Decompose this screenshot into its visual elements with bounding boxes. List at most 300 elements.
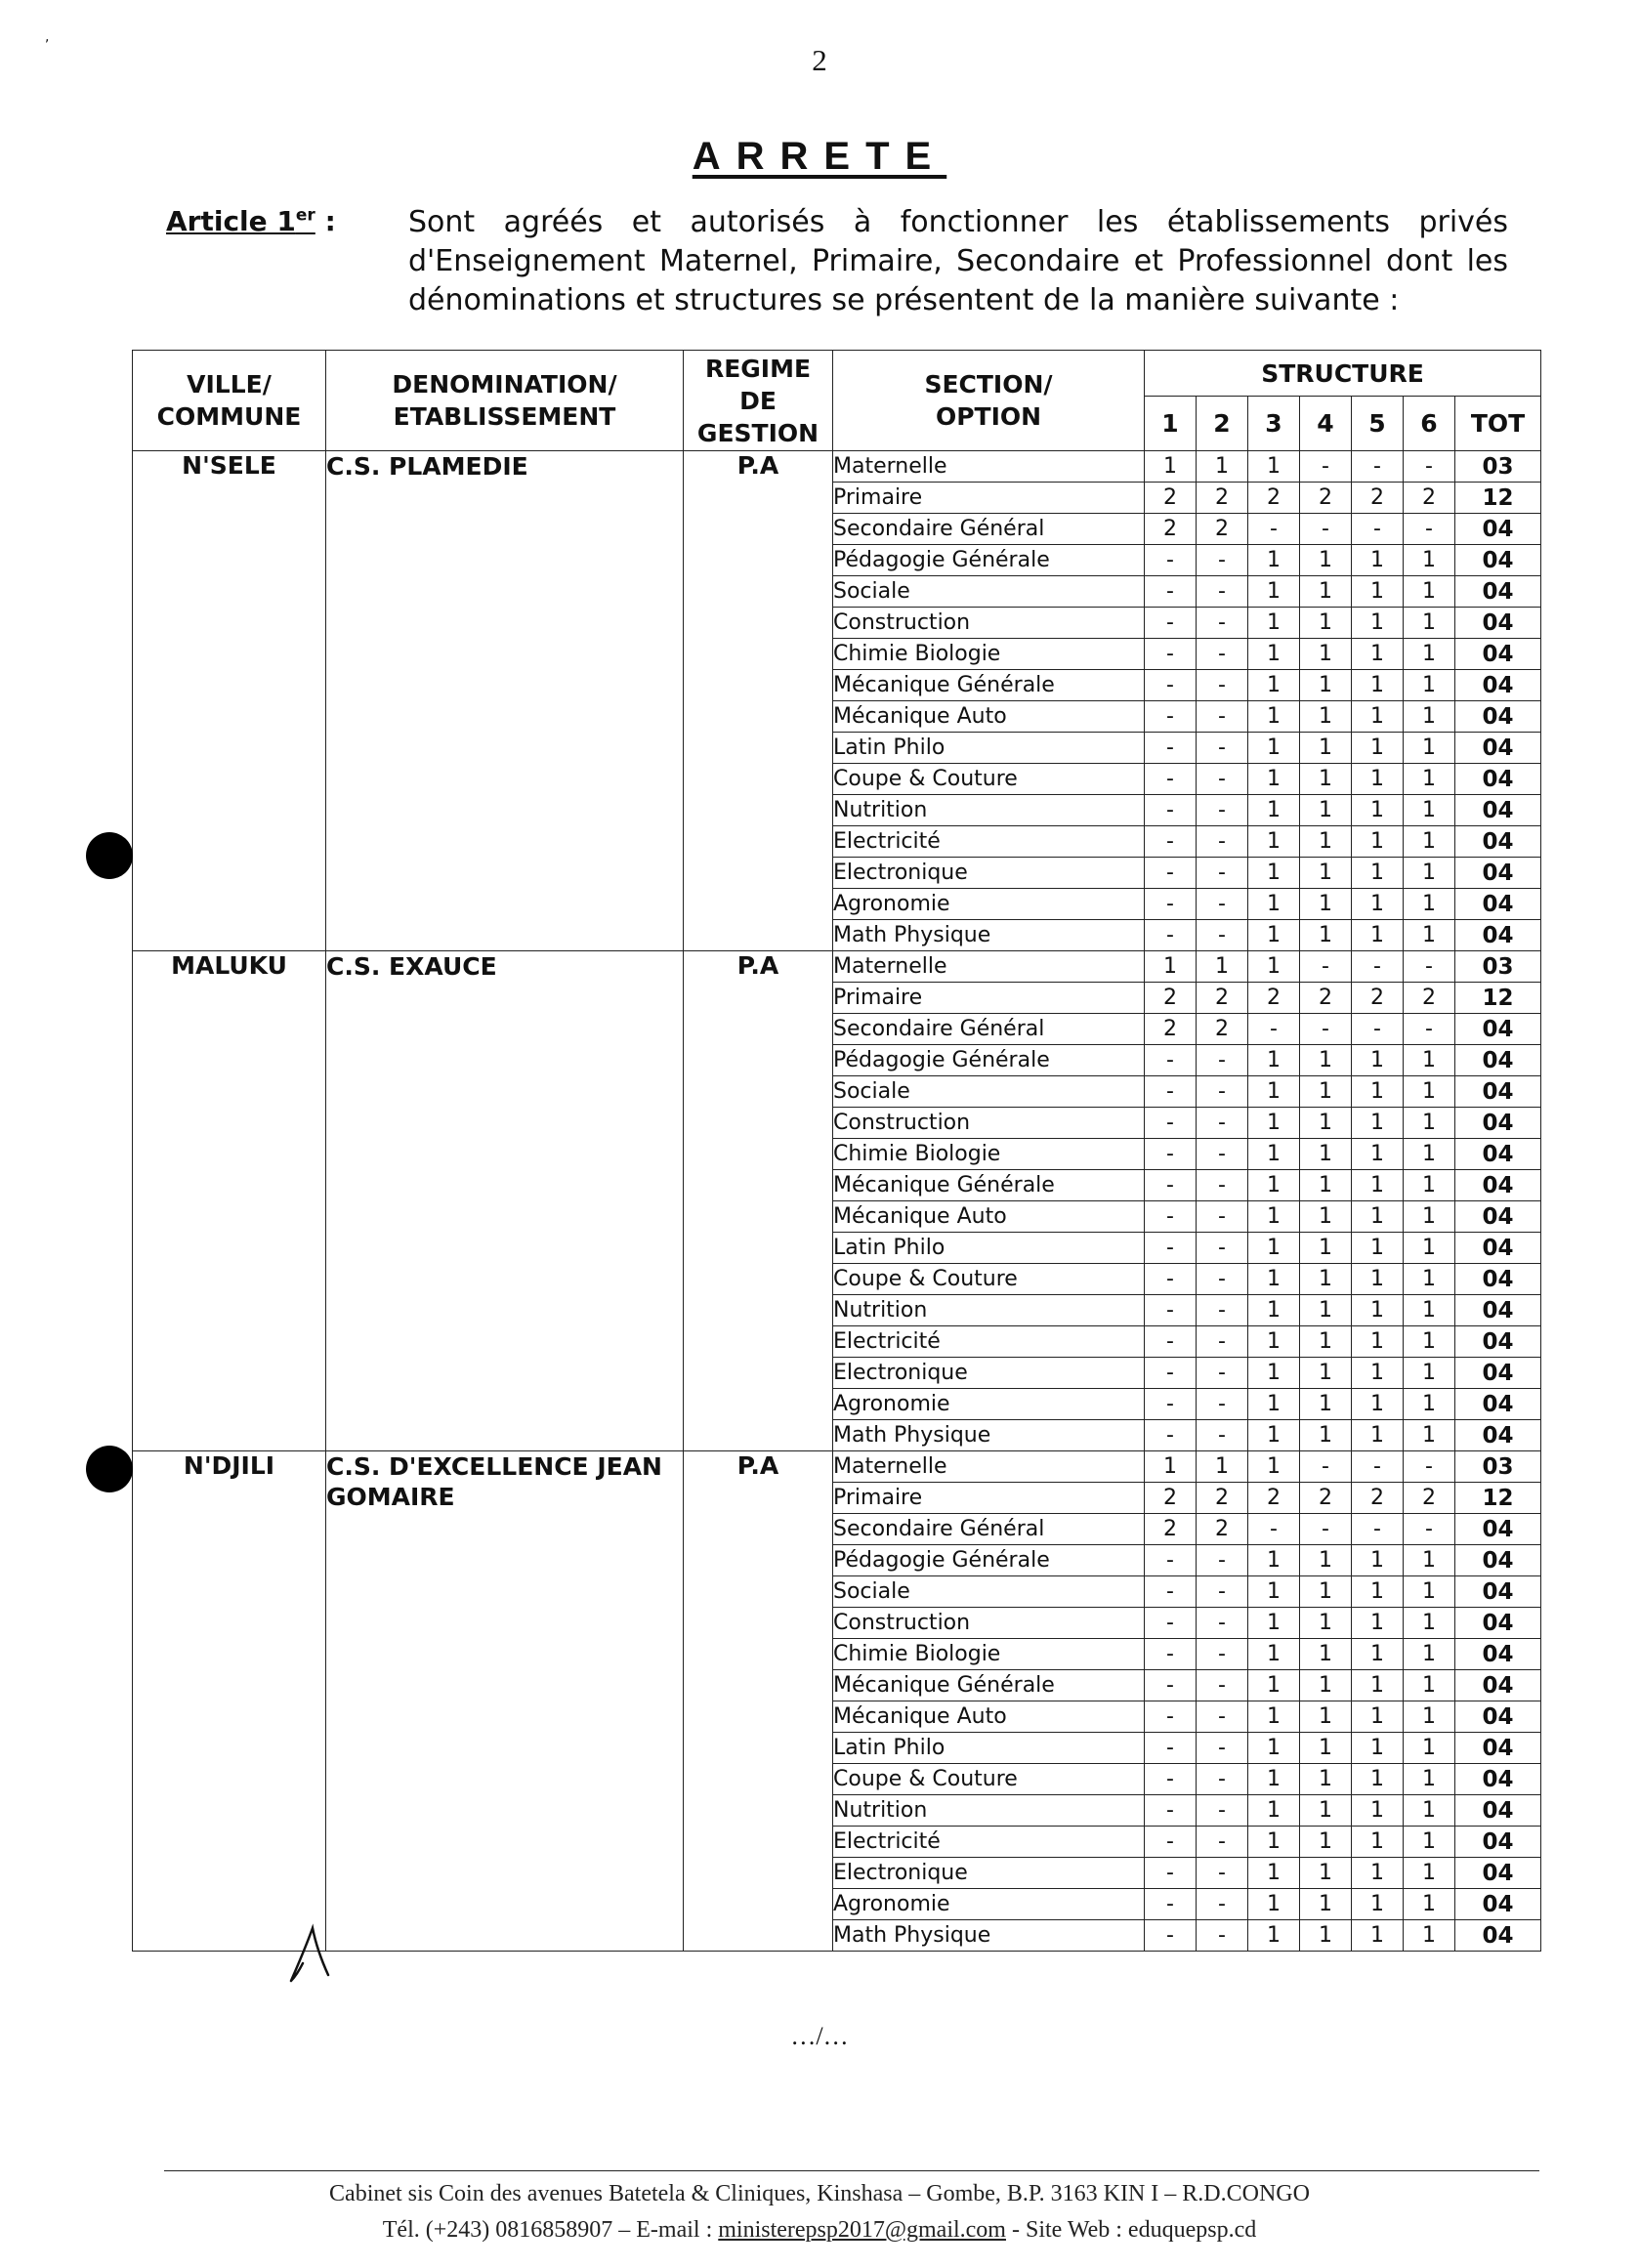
structure-cell-3: 1 (1248, 889, 1300, 920)
structure-cell-6: 1 (1404, 1420, 1455, 1451)
structure-cell-5: 1 (1352, 608, 1404, 639)
structure-cell-6: 1 (1404, 1170, 1455, 1201)
structure-cell-2: - (1197, 1264, 1248, 1295)
structure-cell-6: 1 (1404, 1326, 1455, 1358)
structure-cell-5: 1 (1352, 1733, 1404, 1764)
structure-cell-5: - (1352, 951, 1404, 983)
section-cell: Math Physique (833, 920, 1145, 951)
section-cell: Coupe & Couture (833, 1264, 1145, 1295)
structure-cell-3: 1 (1248, 1326, 1300, 1358)
structure-cell-3: 1 (1248, 1170, 1300, 1201)
structure-cell-1: - (1145, 1795, 1197, 1827)
structure-cell-4: 1 (1300, 920, 1352, 951)
structure-cell-6: 2 (1404, 1483, 1455, 1514)
structure-cell-4: 1 (1300, 670, 1352, 701)
structure-cell-2: - (1197, 1139, 1248, 1170)
structure-cell-3: 1 (1248, 1451, 1300, 1483)
structure-cell-1: 1 (1145, 1451, 1197, 1483)
total-cell: 04 (1455, 1920, 1541, 1952)
total-cell: 04 (1455, 889, 1541, 920)
section-cell: Pédagogie Générale (833, 545, 1145, 576)
structure-cell-1: - (1145, 1264, 1197, 1295)
structure-cell-3: 1 (1248, 1358, 1300, 1389)
total-cell: 04 (1455, 920, 1541, 951)
structure-cell-3: 1 (1248, 1701, 1300, 1733)
page-title: ARRETE (692, 135, 947, 178)
structure-cell-1: - (1145, 1420, 1197, 1451)
total-cell: 04 (1455, 826, 1541, 858)
structure-cell-3: 1 (1248, 576, 1300, 608)
footer-email-link[interactable]: ministerepsp2017@gmail.com (718, 2217, 1006, 2243)
structure-cell-5: - (1352, 1514, 1404, 1545)
structure-cell-2: - (1197, 733, 1248, 764)
structure-cell-6: 1 (1404, 1701, 1455, 1733)
structure-cell-5: 1 (1352, 1670, 1404, 1701)
structure-cell-2: - (1197, 920, 1248, 951)
structure-cell-4: 1 (1300, 1889, 1352, 1920)
structure-cell-5: - (1352, 514, 1404, 545)
section-cell: Coupe & Couture (833, 1764, 1145, 1795)
structure-cell-2: - (1197, 545, 1248, 576)
ville-cell: N'DJILI (133, 1451, 326, 1952)
structure-cell-2: - (1197, 1108, 1248, 1139)
article-label-superscript: er (295, 205, 315, 226)
section-cell: Electronique (833, 1358, 1145, 1389)
structure-cell-6: - (1404, 1014, 1455, 1045)
structure-cell-1: - (1145, 1920, 1197, 1952)
structure-cell-5: 2 (1352, 1483, 1404, 1514)
structure-cell-4: 1 (1300, 1170, 1352, 1201)
structure-cell-3: 1 (1248, 920, 1300, 951)
denomination-cell: C.S. PLAMEDIE (326, 451, 684, 951)
structure-cell-2: - (1197, 1920, 1248, 1952)
structure-cell-6: 1 (1404, 1545, 1455, 1576)
structure-cell-1: - (1145, 670, 1197, 701)
total-cell: 04 (1455, 764, 1541, 795)
total-cell: 04 (1455, 1514, 1541, 1545)
structure-cell-1: 2 (1145, 1483, 1197, 1514)
structure-cell-6: 1 (1404, 1670, 1455, 1701)
structure-cell-1: - (1145, 1858, 1197, 1889)
structure-cell-4: 1 (1300, 795, 1352, 826)
structure-cell-6: 1 (1404, 1295, 1455, 1326)
structure-cell-1: 2 (1145, 514, 1197, 545)
header-col-6: 6 (1404, 397, 1455, 451)
structure-cell-3: 1 (1248, 858, 1300, 889)
total-cell: 04 (1455, 545, 1541, 576)
structure-cell-2: - (1197, 1889, 1248, 1920)
structure-cell-4: 1 (1300, 826, 1352, 858)
structure-cell-5: 2 (1352, 983, 1404, 1014)
structure-cell-1: - (1145, 1576, 1197, 1608)
total-cell: 12 (1455, 1483, 1541, 1514)
structure-cell-3: 1 (1248, 1858, 1300, 1889)
structure-cell-6: 1 (1404, 576, 1455, 608)
structure-cell-1: - (1145, 920, 1197, 951)
structure-cell-4: 1 (1300, 1795, 1352, 1827)
structure-cell-5: 1 (1352, 1858, 1404, 1889)
structure-cell-5: 1 (1352, 1827, 1404, 1858)
structure-cell-4: - (1300, 1014, 1352, 1045)
total-cell: 12 (1455, 483, 1541, 514)
total-cell: 04 (1455, 1701, 1541, 1733)
structure-cell-3: 2 (1248, 483, 1300, 514)
structure-cell-2: - (1197, 1389, 1248, 1420)
structure-cell-5: 1 (1352, 1764, 1404, 1795)
total-cell: 04 (1455, 1889, 1541, 1920)
structure-cell-3: 1 (1248, 795, 1300, 826)
structure-cell-5: 1 (1352, 1045, 1404, 1076)
structure-cell-2: - (1197, 1170, 1248, 1201)
structure-cell-2: - (1197, 1045, 1248, 1076)
structure-cell-6: 1 (1404, 858, 1455, 889)
structure-cell-3: 1 (1248, 1608, 1300, 1639)
structure-cell-2: 2 (1197, 483, 1248, 514)
total-cell: 04 (1455, 576, 1541, 608)
structure-cell-3: 1 (1248, 1201, 1300, 1233)
total-cell: 04 (1455, 1795, 1541, 1827)
section-cell: Mécanique Générale (833, 1170, 1145, 1201)
structure-cell-2: - (1197, 858, 1248, 889)
structure-cell-1: - (1145, 576, 1197, 608)
total-cell: 04 (1455, 1233, 1541, 1264)
structure-cell-5: 1 (1352, 1576, 1404, 1608)
structure-cell-6: 1 (1404, 1795, 1455, 1827)
section-cell: Agronomie (833, 889, 1145, 920)
total-cell: 04 (1455, 1139, 1541, 1170)
structure-cell-4: 1 (1300, 733, 1352, 764)
structure-cell-6: 1 (1404, 1076, 1455, 1108)
total-cell: 04 (1455, 1608, 1541, 1639)
article-label-text: Article 1 (166, 205, 296, 237)
structure-cell-3: 1 (1248, 1639, 1300, 1670)
total-cell: 04 (1455, 1733, 1541, 1764)
section-cell: Secondaire Général (833, 1514, 1145, 1545)
structure-cell-4: 1 (1300, 764, 1352, 795)
structure-cell-4: 1 (1300, 1420, 1352, 1451)
header-ville-line2: COMMUNE (156, 402, 302, 431)
total-cell: 04 (1455, 1045, 1541, 1076)
total-cell: 04 (1455, 1670, 1541, 1701)
structure-cell-6: 1 (1404, 1608, 1455, 1639)
structure-cell-3: 1 (1248, 1920, 1300, 1952)
structure-cell-4: 1 (1300, 889, 1352, 920)
structure-cell-5: 1 (1352, 889, 1404, 920)
structure-cell-1: - (1145, 1827, 1197, 1858)
header-regime-line3: GESTION (696, 418, 820, 447)
structure-cell-5: 1 (1352, 670, 1404, 701)
structure-cell-2: - (1197, 670, 1248, 701)
total-cell: 04 (1455, 1326, 1541, 1358)
structure-cell-6: - (1404, 514, 1455, 545)
structure-cell-5: - (1352, 1451, 1404, 1483)
structure-cell-2: - (1197, 1764, 1248, 1795)
structure-cell-4: 1 (1300, 1639, 1352, 1670)
structure-cell-6: 1 (1404, 1889, 1455, 1920)
structure-cell-3: 1 (1248, 1076, 1300, 1108)
structure-cell-3: 1 (1248, 764, 1300, 795)
structure-cell-2: - (1197, 1670, 1248, 1701)
structure-cell-2: - (1197, 639, 1248, 670)
structure-cell-6: 1 (1404, 1045, 1455, 1076)
section-cell: Primaire (833, 1483, 1145, 1514)
section-cell: Primaire (833, 483, 1145, 514)
total-cell: 04 (1455, 1170, 1541, 1201)
structure-cell-4: 1 (1300, 1139, 1352, 1170)
section-cell: Math Physique (833, 1420, 1145, 1451)
structure-cell-1: - (1145, 1139, 1197, 1170)
ville-cell: MALUKU (133, 951, 326, 1451)
total-cell: 04 (1455, 1264, 1541, 1295)
structure-cell-2: - (1197, 1420, 1248, 1451)
total-cell: 03 (1455, 451, 1541, 483)
header-section (833, 351, 1145, 451)
header-col-tot: TOT (1455, 397, 1541, 451)
section-cell: Sociale (833, 576, 1145, 608)
structure-cell-5: 1 (1352, 1170, 1404, 1201)
structure-cell-2: - (1197, 1201, 1248, 1233)
structure-cell-4: 1 (1300, 1576, 1352, 1608)
footer-phone: Tél. (+243) 0816858907 – E-mail : (382, 2217, 719, 2243)
section-cell: Electronique (833, 858, 1145, 889)
structure-cell-4: 1 (1300, 576, 1352, 608)
structure-cell-2: - (1197, 764, 1248, 795)
structure-cell-6: 1 (1404, 608, 1455, 639)
structure-cell-5: 1 (1352, 1420, 1404, 1451)
header-regime-line1: REGIME (704, 354, 812, 383)
structure-cell-2: - (1197, 1701, 1248, 1733)
structure-cell-3: 1 (1248, 1576, 1300, 1608)
footer-divider (164, 2170, 1539, 2171)
structure-cell-6: 1 (1404, 826, 1455, 858)
structure-cell-1: - (1145, 1608, 1197, 1639)
table-row (133, 451, 1541, 483)
section-cell: Sociale (833, 1576, 1145, 1608)
structures-table (132, 350, 1541, 1952)
structure-cell-2: 2 (1197, 514, 1248, 545)
denomination-cell: C.S. D'EXCELLENCE JEAN GOMAIRE (326, 1451, 684, 1952)
structure-cell-2: - (1197, 1795, 1248, 1827)
section-cell: Secondaire Général (833, 514, 1145, 545)
structure-cell-5: 1 (1352, 639, 1404, 670)
regime-cell: P.A (684, 951, 833, 1451)
structure-cell-4: 1 (1300, 1108, 1352, 1139)
section-cell: Electronique (833, 1858, 1145, 1889)
header-denomination (326, 351, 684, 451)
header-col-5: 5 (1352, 397, 1404, 451)
structure-cell-1: - (1145, 764, 1197, 795)
structure-cell-3: 1 (1248, 1733, 1300, 1764)
structure-cell-4: 1 (1300, 1295, 1352, 1326)
structure-cell-2: 1 (1197, 451, 1248, 483)
structure-cell-6: 1 (1404, 1233, 1455, 1264)
footer-website: - Site Web : eduquepsp.cd (1005, 2217, 1257, 2243)
structure-cell-5: - (1352, 451, 1404, 483)
section-cell: Maternelle (833, 951, 1145, 983)
structure-cell-6: 1 (1404, 1827, 1455, 1858)
structure-cell-5: 1 (1352, 701, 1404, 733)
table-body (133, 451, 1541, 1952)
structure-cell-6: - (1404, 1451, 1455, 1483)
section-cell: Electricité (833, 1827, 1145, 1858)
header-regime-line2: DE (739, 386, 777, 415)
structure-cell-5: 1 (1352, 920, 1404, 951)
structure-cell-6: 1 (1404, 889, 1455, 920)
header-col-4: 4 (1300, 397, 1352, 451)
section-cell: Chimie Biologie (833, 1139, 1145, 1170)
structure-cell-4: 1 (1300, 1733, 1352, 1764)
structure-cell-5: 1 (1352, 795, 1404, 826)
section-cell: Maternelle (833, 1451, 1145, 1483)
structure-cell-6: 1 (1404, 764, 1455, 795)
structure-cell-3: 1 (1248, 670, 1300, 701)
total-cell: 04 (1455, 1545, 1541, 1576)
structure-cell-4: 1 (1300, 1858, 1352, 1889)
structure-cell-4: 1 (1300, 1326, 1352, 1358)
structure-cell-3: 1 (1248, 639, 1300, 670)
total-cell: 04 (1455, 1576, 1541, 1608)
structure-cell-5: 1 (1352, 545, 1404, 576)
structure-cell-5: 1 (1352, 1701, 1404, 1733)
structure-cell-6: 1 (1404, 545, 1455, 576)
structure-cell-1: 2 (1145, 1514, 1197, 1545)
structure-cell-1: - (1145, 1889, 1197, 1920)
structure-cell-4: 1 (1300, 1076, 1352, 1108)
section-cell: Electricité (833, 826, 1145, 858)
structure-cell-4: 1 (1300, 1389, 1352, 1420)
structure-cell-5: 1 (1352, 1076, 1404, 1108)
structure-cell-3: 1 (1248, 951, 1300, 983)
total-cell: 04 (1455, 701, 1541, 733)
structure-cell-4: 1 (1300, 1701, 1352, 1733)
header-regime (684, 351, 833, 451)
section-cell: Latin Philo (833, 1733, 1145, 1764)
article-label (166, 205, 336, 237)
continued-marker: …/… (790, 2022, 849, 2050)
structure-cell-2: 2 (1197, 1514, 1248, 1545)
structure-cell-5: 1 (1352, 576, 1404, 608)
section-cell: Construction (833, 1108, 1145, 1139)
structure-cell-1: 1 (1145, 951, 1197, 983)
structure-cell-3: 1 (1248, 1670, 1300, 1701)
structure-cell-1: - (1145, 545, 1197, 576)
structure-cell-3: 1 (1248, 451, 1300, 483)
structure-cell-3: 1 (1248, 1233, 1300, 1264)
structure-cell-5: 1 (1352, 1608, 1404, 1639)
structure-cell-4: 1 (1300, 1045, 1352, 1076)
structure-cell-1: - (1145, 1233, 1197, 1264)
structure-cell-1: - (1145, 1108, 1197, 1139)
total-cell: 04 (1455, 1295, 1541, 1326)
article-label-colon: : (324, 205, 336, 237)
structure-cell-4: 1 (1300, 545, 1352, 576)
total-cell: 04 (1455, 1201, 1541, 1233)
structure-cell-5: 1 (1352, 826, 1404, 858)
structure-cell-2: - (1197, 1733, 1248, 1764)
total-cell: 04 (1455, 670, 1541, 701)
structure-cell-6: 1 (1404, 733, 1455, 764)
header-col-2: 2 (1197, 397, 1248, 451)
structure-cell-4: 1 (1300, 701, 1352, 733)
structure-cell-4: 1 (1300, 608, 1352, 639)
structure-cell-2: - (1197, 1827, 1248, 1858)
structure-cell-3: 1 (1248, 1045, 1300, 1076)
structure-cell-1: - (1145, 795, 1197, 826)
structure-cell-5: 1 (1352, 1295, 1404, 1326)
signature-mark (283, 1920, 342, 1989)
structure-cell-1: - (1145, 1170, 1197, 1201)
structure-cell-4: 2 (1300, 983, 1352, 1014)
section-cell: Pédagogie Générale (833, 1045, 1145, 1076)
structure-cell-4: 1 (1300, 1827, 1352, 1858)
structure-cell-3: 1 (1248, 1420, 1300, 1451)
structure-cell-6: 1 (1404, 701, 1455, 733)
structure-cell-3: 1 (1248, 545, 1300, 576)
section-cell: Nutrition (833, 795, 1145, 826)
structure-cell-6: 1 (1404, 639, 1455, 670)
structure-cell-1: - (1145, 1733, 1197, 1764)
structure-cell-5: 1 (1352, 1108, 1404, 1139)
punch-hole-dot (86, 1446, 133, 1492)
total-cell: 04 (1455, 1076, 1541, 1108)
structure-cell-2: - (1197, 795, 1248, 826)
structure-cell-2: - (1197, 1076, 1248, 1108)
section-cell: Nutrition (833, 1295, 1145, 1326)
structure-cell-4: 1 (1300, 1764, 1352, 1795)
structure-cell-3: 1 (1248, 1545, 1300, 1576)
section-cell: Chimie Biologie (833, 639, 1145, 670)
structure-cell-6: - (1404, 951, 1455, 983)
structure-cell-3: 1 (1248, 1889, 1300, 1920)
structure-cell-4: - (1300, 514, 1352, 545)
regime-cell: P.A (684, 1451, 833, 1952)
structure-cell-1: - (1145, 733, 1197, 764)
structure-cell-4: 1 (1300, 1920, 1352, 1952)
structure-cell-6: 1 (1404, 1201, 1455, 1233)
structure-cell-1: - (1145, 1545, 1197, 1576)
structure-cell-3: 1 (1248, 733, 1300, 764)
total-cell: 04 (1455, 1014, 1541, 1045)
structure-cell-2: - (1197, 576, 1248, 608)
total-cell: 04 (1455, 858, 1541, 889)
structure-cell-3: 1 (1248, 1795, 1300, 1827)
structure-cell-6: 1 (1404, 1139, 1455, 1170)
structure-cell-1: - (1145, 1389, 1197, 1420)
structure-cell-6: 1 (1404, 1264, 1455, 1295)
structure-cell-5: - (1352, 1014, 1404, 1045)
structure-cell-3: 1 (1248, 1295, 1300, 1326)
structure-cell-3: 2 (1248, 1483, 1300, 1514)
header-col-3: 3 (1248, 397, 1300, 451)
page-number: 2 (812, 43, 827, 77)
structure-cell-2: 1 (1197, 1451, 1248, 1483)
table-row (133, 951, 1541, 983)
section-cell: Math Physique (833, 1920, 1145, 1952)
structure-cell-3: 2 (1248, 983, 1300, 1014)
structure-cell-5: 1 (1352, 1795, 1404, 1827)
structure-cell-6: 1 (1404, 1639, 1455, 1670)
structure-cell-1: - (1145, 1045, 1197, 1076)
header-col-1: 1 (1145, 397, 1197, 451)
structure-cell-2: - (1197, 701, 1248, 733)
structure-cell-5: 1 (1352, 1139, 1404, 1170)
header-section-line1: SECTION/ (924, 370, 1053, 399)
structure-cell-5: 1 (1352, 1920, 1404, 1952)
structure-cell-6: 1 (1404, 1920, 1455, 1952)
structure-cell-6: 1 (1404, 795, 1455, 826)
structure-cell-2: - (1197, 1858, 1248, 1889)
section-cell: Latin Philo (833, 733, 1145, 764)
